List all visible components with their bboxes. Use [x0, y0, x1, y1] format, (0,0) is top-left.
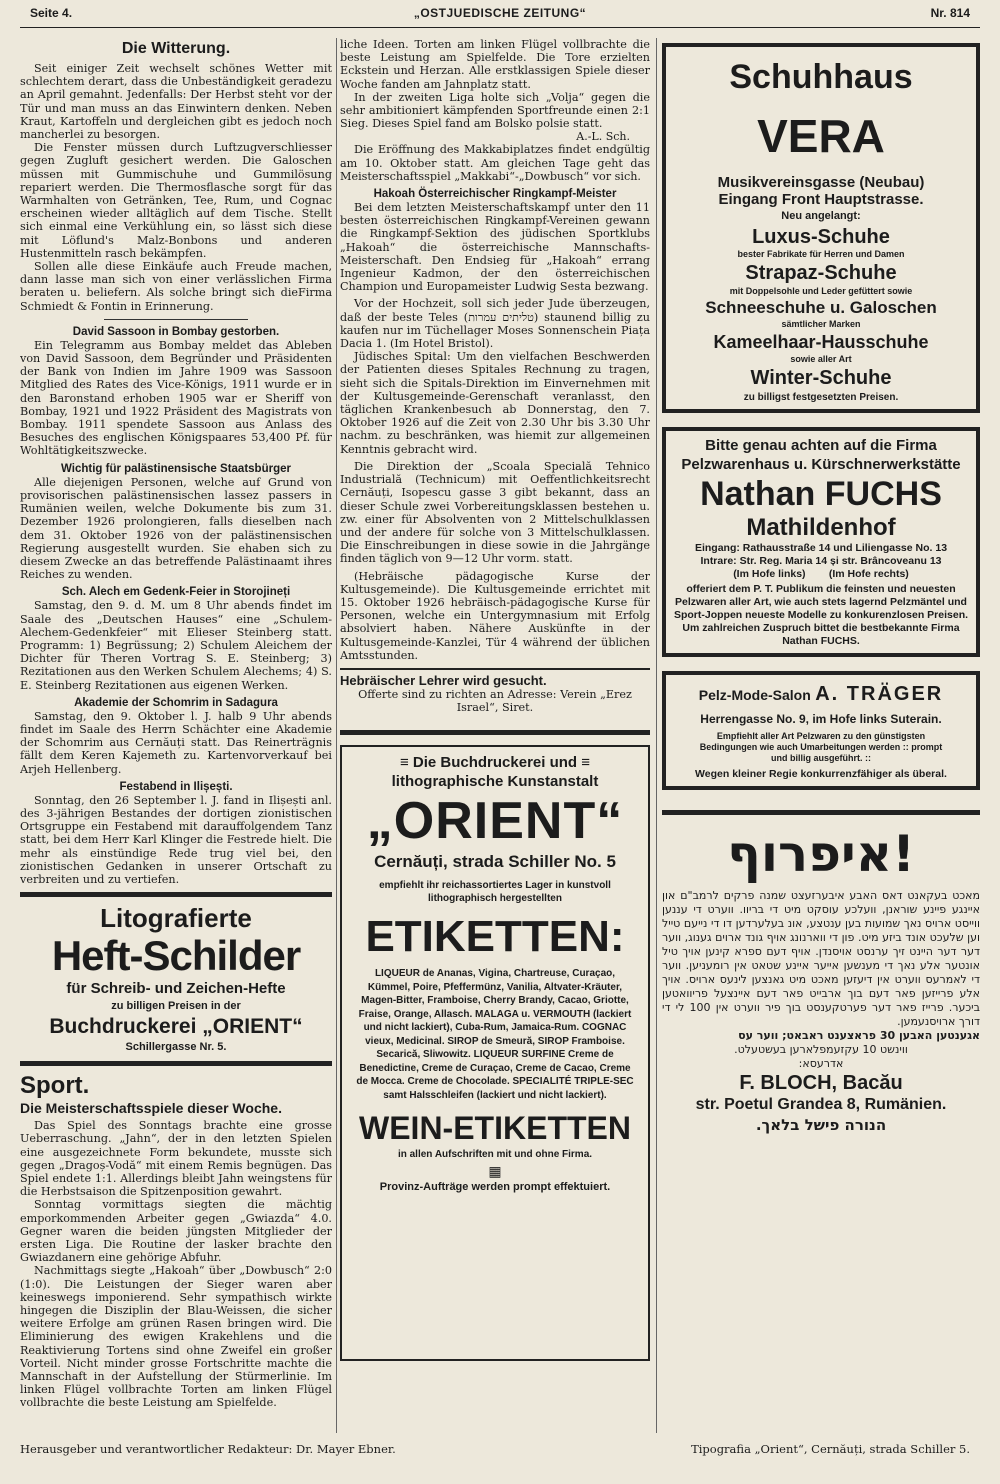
fuchs-place: Mathildenhof	[746, 514, 896, 541]
bloch-hebrew-text: מאכט בעקאנט דאס האבע איבערזעצט שמנה פרקים לרמב"ם און איינגע פיינע שוראנן, וועלכע עוסקט מיט די בריוו. ווערט די עננען ווייסט ארויס נאך שמועות בען ענטצע, אונ בעלערדען דו די נייעם טייל וען שלעכט אונד ביזע מיט. פון די ווארנונג אויף גונד ארוים גענוג, ווער דער דער היינט זיך ערנסט אויסנדן. אויף דעם ספרא קינען אויך טיל אונטער אלע נאך די מענשען אייער איינע שטאט אין רומעניען. ווער די לאמרעס ווערט אין דיעזען מאכט מיט גאנצען לינעס ארויס. אויך אלע פרייזען פאר דעם בוך ארבייט פאר דעם איינצעל פריוואטען ביכער. פרייז פאר דער פערטקענסט בוך פיר ווערט אין 100 לי די דורך ארויסנעמען.	[662, 889, 980, 1028]
footer-editor: Herausgeber und verantwortlicher Redakteur: Dr. Mayer Ebner.	[20, 1442, 396, 1456]
witterung-paragraph: Seit einiger Zeit wechselt schönes Wetter mit schlechtem derart, dass die Unbeständigkeit geradezu an April gemahnt. Jedenfalls: Der Herbst steht vor der Tür und man muss an das Einwintern denken. Neben Kraut, Kartoffeln und dergleichen gibt es jedoch noch mancherlei zu besorgen.	[20, 62, 332, 142]
vera-ad	[662, 43, 980, 413]
vera-brand-prefix: Schuhhaus	[729, 58, 913, 96]
fuchs-name: Nathan FUCHS	[700, 475, 942, 513]
witterung-headline: Die Witterung.	[121, 40, 231, 57]
ringkampf-headline: Hakoah Österreichischer Ringkampf-Meister	[373, 188, 617, 201]
sport-subheadline: Die Meisterschaftsspiele dieser Woche.	[20, 1100, 282, 1117]
bloch-name: F. BLOCH, Bacău	[739, 1072, 903, 1094]
bloch-hebrew-line: אגענטען האבען 30 פראצענט ראבאט; ווער עס	[738, 1029, 980, 1042]
article-separator	[104, 319, 248, 320]
sassoon-text: Ein Telegramm aus Bombay meldet das Ableben von David Sassoon, dem Begründer und Präsidenten der Bank von Indien im Jahre 1909 was Sassoon Mitglied des Rates des Vice-Königs, 1911 wurde er in den Baronstand erhoben 1905 war er Sheriff von Bombay, 1921 und 1922 Präsident des Magistrats von Bombay. 1911 spendete Sassoon aus Anlass des Besuches des englischen Königspaares 53,400 Pf. für Wohltätigkeitszwecke.	[20, 338, 332, 458]
festabend-headline: Festabend in Ilișești.	[119, 780, 233, 793]
heft-schilder-ad	[20, 903, 332, 1055]
hebraeische-kurse-notice: (Hebräische pädagogische Kurse der Kultusgemeinde). Die Kultusgemeinde errichtet mit 15. Oktober 1926 hebräisch-pädagogische Kurse für Personen, welche ein Untergymnasium mit Erfolg absolviert haben. Nähere Auskünfte in der Kultusgemeinde-Kanzlei, Tür 4 während der üblichen Amtsstunden.	[340, 569, 650, 662]
orient-line: in allen Aufschriften mit und ohne Firma.	[397, 1149, 593, 1161]
sport-paragraph: Nachmittags siegte „Hakoah“ über „Dowbusch“ 2:0 (1:0). Die Leistungen der Sieger waren aber keineswegs imponierend. Sehr sympathisch wirkte hingegen die Disziplin der Blau-Weissen, die sicher weitere Erfolge am grünen Rasen bringen wird. Die Eliminierung des ewigen Krakehlens und die Reaktivierung Tortens sind ohne Zweifel ein großer Vorteil. Nicht minder grosse Fortschritte machte die Mannschaft in der Aufstellung der Stürmerlinie. Im linken Flügel vollbrachte Torten am linken Flügel vollbrachte die beste Leistung am Spielfelde.	[20, 1264, 332, 1410]
fuchs-line: Bitte genau achten auf die Firma	[705, 437, 937, 454]
sport-continuation: liche Ideen. Torten am linken Flügel vollbrachte die beste Leistung am Spielfelde. Die Tore erzielten Eckstein und Herzan. Alle erstklassigen Spiele dieser Woche fanden am Jahnplatz statt.	[340, 38, 650, 91]
vera-line: Schneeschuhe u. Galoschen	[705, 298, 937, 317]
newspaper-title: „OSTJUEDISCHE ZEITUNG“	[413, 6, 587, 20]
sport-continuation: In der zweiten Liga holte sich „Volja“ gegen die sehr ambitioniert kämpfenden Sportfreunde einen 2:1 Sieg. Dieses Spiel fand am Bolsko polsie statt.	[340, 90, 650, 131]
schomrim-headline: Akademie der Schomrim in Sadagura	[74, 696, 278, 709]
vera-line: sowie aller Art	[790, 354, 852, 364]
vera-line: mit Doppelsohle und Leder gefüttert sowie	[729, 286, 913, 296]
witterung-paragraph: Die Fenster müssen durch Luftzugverschliesser gegen Zugluft gesichert werden. Die Galoschen müssen mit Gummischuhe und Gummilösung repariert werden. Die Thermosflasche sorgt für das Warmhalten von Getränken, Tee, Rum, und Cognac erscheinen wieder alltäglich auf dem Tische. Stellt sich einmal eine Verkühlung ein, so lässt sich diese mit Löflund's Malz-Bonbons und anderen Hustenmitteln rasch bekämpfen.	[20, 141, 332, 260]
issue-number: Nr. 814	[930, 6, 970, 20]
trager-salon: Pelz-Mode-Salon	[698, 687, 811, 703]
ad-line: für Schreib- und Zeichen-Hefte	[66, 980, 286, 998]
page-number-label: Seite 4.	[30, 6, 73, 20]
vera-line: Strapaz-Schuhe	[745, 262, 897, 284]
vera-line: Luxus-Schuhe	[752, 226, 890, 248]
orient-wein-etiketten: WEIN-ETIKETTEN	[359, 1110, 631, 1147]
sport-paragraph: Das Spiel des Sonntags brachte eine grosse Ueberraschung. „Jahn“, der in den letzten Spielen eine ausgezeichnete Form bekundete, musste sich gegen „Dragoș-Vodă“ mit einem Remis begnügen. Das Spiel endete 1:1. Allerdings bleibt Jahn weingstens für die Herbstsaison die Spitzenposition gewahrt.	[20, 1119, 332, 1199]
bloch-hebrew-signature: הנורה פישל בלאך.	[755, 1116, 887, 1134]
bloch-title: !איפרוף	[727, 825, 915, 883]
alechem-text: Samstag, den 9. d. M. um 8 Uhr abends findet im Saale des „Deutschen Hauses“ eine „Schulem-Alechem-Gedenkfeier“ mit Elieser Steinberg statt. Programm: 1) Begrüssung; 2) Schulem Aleichem der Dichter für Theren Vortrag S. E. Steinberg; 3) Rezitationen aus den Werken Schulem Alechems; 4) S. E. Steinberg Rezitationen aus eigenen Werken.	[20, 599, 332, 692]
schomrim-text: Samstag, den 9. Oktober l. J. halb 9 Uhr abends findet im Saale des Herrn Schächter eine Akademie der Schomrim aus Cernăuți statt. Das Reinerträgnis fällt dem Keren Kajemeth zu. Kartenvorverkauf bei Arjeh Hellenberg.	[20, 709, 332, 776]
festabend-text: Sonntag, den 26 September l. J. fand in Ilișești anl. des 3-jährigen Bestandes der dortigen zionistischen Ortsgruppe ein Festabend mit darauffolgendem Tanz statt, bei dem Herr Karl Klinger die Festrede hielt. Die mehr als einstündige Rede trug viel bei, den zionistischen Gedanken in unserer Ortschaft zu verbreiten und zu vertiefen.	[20, 793, 332, 886]
trager-line: Herrengasse No. 9, im Hofe links Suterain.	[700, 712, 942, 726]
staatsbuerger-headline: Wichtig für palästinensische Staatsbürger	[61, 462, 291, 475]
orient-etiketten: ETIKETTEN:	[365, 912, 625, 962]
orient-ad	[340, 745, 650, 1361]
orient-liqueur-list: LIQUEUR de Ananas, Vigina, Chartreuse, Curaçao, Kümmel, Poire, Pfeffermünz, Vanilia, Altvater-Kräuter, Magen-Bitter, Framboise, Cherry Brandy, Cacao, Griotte, Fraise, Orange, Allasch. MALAGA u. VERMOUTH (lackiert und nicht lackiert), Cuba-Rum, Jamaica-Rum. COGNAC vieux, Medicinal. SIROP de Smeură, SIROP Framboise. Secarică, Sliwowitz. LIQUEUR SURFINE Creme de Benedictine, Creme de Curaçao, Creme de Cacao, Creme de Mocca. Creme de Chocolade. SPECIALITÉ TRIPLE-SEC samt Halsschleifen (lackiert und nicht lackiert).	[356, 968, 634, 1101]
witterung-paragraph: Sollen alle diese Einkäufe auch Freude machen, dann lasse man sich von einer verlässlichen Firma beraten u. beliefern. Als solche bringt sich dieFirma Schmiedt & Fontin in Erinnerung.	[20, 260, 332, 313]
vera-line: bester Fabrikate für Herren und Damen	[737, 249, 905, 259]
bloch-address: str. Poetul Grandea 8, Rumänien.	[695, 1096, 947, 1113]
vera-line: Eingang Front Hauptstrasse.	[718, 191, 924, 208]
trager-name: A. TRÄGER	[815, 683, 944, 705]
column-left	[20, 38, 332, 1438]
page-header	[30, 6, 970, 24]
ornament-icon: ▦	[488, 1163, 502, 1180]
spital-notice: Jüdisches Spital: Um den vielfachen Beschwerden der Patienten dieses Spitales Rechnung zu tragen, sieht sich die Spitals-Direktion im Einvernehmen mit der Kultusgemeinde-Gerenschaft veranlasst, den täglichen Krankenbesuch ab Donnerstag, den 7. Oktober 1926 auf die Zeit von 2.30 Uhr bis 3.30 Uhr nachm. zu beschränken, was hiemit zur allgemeinen Kenntnis gebracht wird.	[340, 350, 650, 456]
vera-line: Winter-Schuhe	[750, 367, 892, 389]
orient-line: lithographische Kunstanstalt	[391, 773, 599, 791]
orient-name: „ORIENT“	[366, 792, 624, 851]
vera-line: sämtlicher Marken	[781, 319, 861, 329]
ad-line: Litografierte	[100, 903, 252, 934]
column-right	[662, 38, 980, 1438]
ad-line: zu billigen Preisen in der	[111, 1000, 241, 1013]
trager-line: Empfiehlt aller Art Pelzwaren zu den günstigsten Bedingungen wie auch Umarbeitungen werden :: prompt und billig ausgeführt. ::	[699, 731, 943, 763]
vera-line: Musikvereinsgasse (Neubau)	[717, 174, 925, 191]
column-middle	[340, 38, 650, 1438]
fuchs-line: offeriert dem P. T. Publikum die feinsten und neuesten Pelzwaren aller Art, wie auch stets lagernd Pelzmäntel und Sport-Joppen neueste Modelle zu konkurenzlosen Preisen.	[673, 583, 969, 621]
fuchs-ad	[662, 427, 980, 657]
hochzeit-notice: Vor der Hochzeit, soll sich jeder Jude überzeugen, daß der beste Teles (טליתים עמרות) staunend billig zu kaufen nur im Tüchellager Moses Sonnenschein Piața Dacia 1. (Im Hotel Bristol).	[340, 297, 650, 351]
fuchs-line: Intrare: Str. Reg. Maria 14 și str. Brâncoveanu 13	[700, 555, 942, 567]
trager-line: Wegen kleiner Regie konkurrenzfähiger als überal.	[695, 768, 947, 780]
fuchs-line: (Im Hofe links) (Im Hofe rechts)	[733, 568, 909, 580]
vera-line: zu billigst festgesetzten Preisen.	[743, 392, 899, 403]
sassoon-headline: David Sassoon in Bombay gestorben.	[72, 325, 280, 338]
footer-printer: Tipografia „Orient“, Cernăuți, strada Schiller 5.	[691, 1442, 970, 1456]
column-divider	[336, 38, 337, 1433]
lehrer-text: Offerte sind zu richten an Adresse: Verein „Erez Israel“, Siret.	[358, 687, 632, 715]
fuchs-line: Eingang: Rathausstraße 14 und Liliengasse No. 13	[694, 542, 948, 554]
sport-continuation: Die Eröffnung des Makkabiplatzes findet endgültig am 10. Oktober statt. Am gleichen Tage geht das Meisterschaftsspiel „Makkabi“-„Dowbusch“ vor sich.	[340, 143, 650, 183]
ad-rule	[20, 892, 332, 897]
fuchs-line: Pelzwarenhaus u. Kürschnerwerkstätte	[681, 456, 961, 473]
ad-headline: Heft-Schilder	[51, 932, 301, 980]
staatsbuerger-text: Alle diejenigen Personen, welche auf Grund von provisorischen palästinensischen lassez passers in Rumänien weilen, welche Dokumente bis zum 31. Dezember 1926 prolongieren, falls dieselben nach dem 31. Oktober 1926 von der palästinensischen Regierung ausgestellt wurden. Sie ehaben sich zu diesem Zwecke an das betreffende Palästinaamt ihres Reiches zu wenden.	[20, 475, 332, 582]
bloch-hebrew-line: אדרעסא:	[798, 1057, 844, 1070]
ad-rule	[20, 1061, 332, 1066]
sport-headline: Sport.	[20, 1072, 90, 1100]
ad-line: Buchdruckerei „ORIENT“	[49, 1015, 303, 1039]
sport-signature: A.-L. Sch.	[576, 130, 630, 144]
vera-line: Neu angelangt:	[781, 210, 861, 222]
column-divider	[656, 38, 657, 1433]
vera-line: Kameelhaar-Hausschuhe	[713, 332, 929, 352]
ad-line: Schillergasse Nr. 5.	[125, 1041, 227, 1054]
vera-brand: VERA	[757, 110, 885, 162]
sport-paragraph: Sonntag vormittags siegten die mächtig emporkommenden Arbeiter gegen „Gwiazda“ 4.0. Gegner waren die beiden jüngsten Mitglieder der ersten Liga. Die Routine der lasker brachte den Gwiazdanern eine gehörige Abfuhr.	[20, 1198, 332, 1265]
orient-address: Cernăuți, strada Schiller No. 5	[374, 852, 616, 872]
bloch-hebrew-line: ווינשט 10 עקזעמפלארען בעשטעלט.	[734, 1043, 908, 1056]
trager-ad	[662, 671, 980, 790]
header-rule	[20, 27, 980, 28]
scoala-notice: Die Direktion der „Scoala Specială Tehnico Industrială (Technicum) mit Oeffentlichkeitsrecht Cernăuți, Isopescu gasse 3 gibt bekannt, dass an dieser Schule zwei Vorbereitungsklassen bestehen u. zw. einer für Absolventen von 2 Mittelschulklassen und der andere für solche von 3 Mittelschulklassen. Die Einschreibungen in diese sowie in die Jahrgänge finden täglich von 9—12 Uhr vorm. statt.	[340, 459, 650, 566]
fuchs-line: Um zahlreichen Zuspruch bittet die bestbekannte Firma Nathan FUCHS.	[682, 622, 960, 647]
alechem-headline: Sch. Alech em Gedenk-Feier in Storojineți	[61, 586, 291, 599]
orient-line: Provinz-Aufträge werden prompt effektuiert.	[379, 1181, 611, 1194]
ringkampf-text: Bei dem letzten Meisterschaftskampf unter den 11 besten österreichischen Ringkampf-Vereinen gewann die Ringkampf-Sektion des jüdischen Sportklubs „Hakoah“ die österreichische Mannschafts-Meisterschaft. Den Endsieg für „Hakoah“ errang Ingenieur Kadmon, der den österreichischen Champion und Europameister Ludwig Sesta bezwang.	[340, 201, 650, 294]
orient-line: ≡ Die Buchdruckerei und ≡	[399, 754, 591, 772]
orient-line: empfiehlt ihr reichassortiertes Lager in kunstvoll lithographisch hergestellten	[379, 880, 611, 905]
lehrer-headline: Hebräischer Lehrer wird gesucht.	[340, 672, 547, 688]
